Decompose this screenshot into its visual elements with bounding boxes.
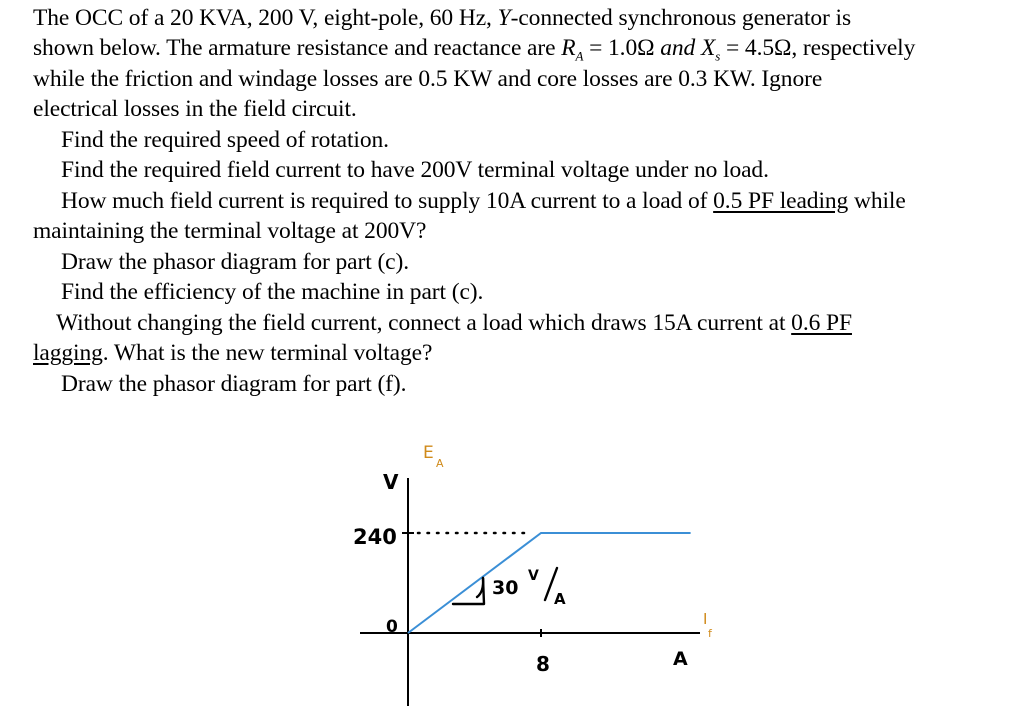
xs-symbol: X [700,35,716,61]
part-e: Find the efficiency of the machine in part (c). [61,279,484,305]
origin-label: 0 [386,617,398,637]
x-unit-label: A [673,648,688,670]
part-a: Find the required speed of rotation. [61,127,389,153]
slope-label: 30 [492,577,519,599]
part-d: Draw the phasor diagram for part (c). [61,249,409,275]
y-tick-240: 240 [353,525,397,549]
x-axis-title: I [703,610,708,628]
problem-line-2: shown below. The armature resistance and reactance are $R_A = 1.0\Omega$ and $X_s = 4.5\Omega$, respectively [33,35,916,64]
y-axis-title: E [423,443,434,463]
problem-line-1: The OCC of a 20 KVA, 200 V, eight-pole, 60 Hz, Y-connected synchronous generator is [33,5,852,31]
x-axis-title-sub: f [708,627,712,640]
y-axis-title-sub: A [436,457,444,470]
ra-symbol: R [561,35,576,61]
part-f-line-2: lagging. What is the new terminal voltage? [33,340,433,366]
slope-unit-num: V [528,568,539,584]
y-unit-label: V [383,470,399,494]
part-c-line-2: maintaining the terminal voltage at 200V? [33,218,427,244]
problem-line-3: while the friction and windage losses are 0.5 KW and core losses are 0.3 KW. Ignore [33,66,823,92]
problem-line-4: electrical losses in the field circuit. [33,96,357,122]
x-tick-8: 8 [536,652,550,676]
part-f: Without changing the field current, connect a load which draws 15A current at 0.6 PF [56,310,852,336]
occ-curve [408,533,691,633]
slope-unit-den: A [554,590,566,608]
part-g: Draw the phasor diagram for part (f). [61,371,407,397]
part-c: How much field current is required to supply 10A current to a load of 0.5 PF leading while [61,188,906,214]
part-b: Find the required field current to have 200V terminal voltage under no load. [61,157,769,183]
slope-triangle [453,578,484,604]
